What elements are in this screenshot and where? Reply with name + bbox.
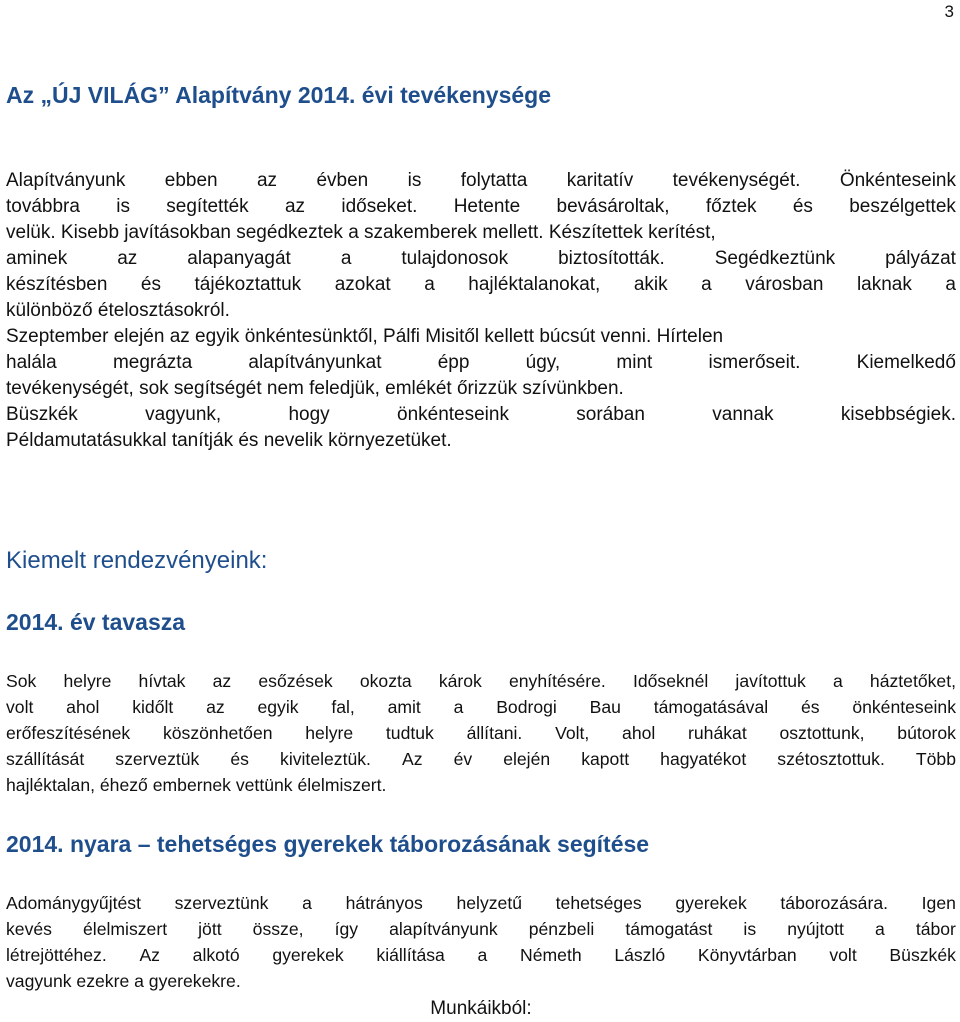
word: Bodrogi bbox=[496, 697, 557, 717]
summer-heading: 2014. nyara – tehetséges gyerekek táborozásának segítése bbox=[6, 831, 650, 857]
text-line bbox=[6, 402, 956, 428]
word: alapítványunk bbox=[389, 919, 498, 939]
word: aminek bbox=[6, 248, 68, 269]
text-line bbox=[6, 746, 956, 772]
word: szerveztünk bbox=[174, 893, 269, 913]
word: a bbox=[302, 893, 312, 913]
word: mint bbox=[616, 352, 653, 373]
word: is bbox=[743, 919, 757, 939]
word: Adománygyűjtést bbox=[6, 893, 141, 913]
word: az bbox=[256, 170, 278, 191]
word: létrejöttéhez. bbox=[6, 945, 107, 965]
text-line bbox=[6, 668, 956, 694]
word: főztek bbox=[705, 196, 757, 217]
word: tudtuk bbox=[385, 723, 434, 743]
word: osztottunk, bbox=[779, 723, 865, 743]
word: volt bbox=[829, 945, 857, 965]
word: Az bbox=[401, 749, 423, 769]
word: megrázta bbox=[112, 352, 193, 373]
page-number: 3 bbox=[944, 2, 954, 21]
word: szállítását bbox=[6, 749, 85, 769]
word: és bbox=[792, 196, 813, 217]
spring-paragraph bbox=[6, 668, 956, 798]
word: alkotó bbox=[192, 945, 240, 965]
word: beszélgettek bbox=[849, 196, 956, 217]
spring-heading: 2014. év tavasza bbox=[6, 609, 186, 635]
word: bevásároltak, bbox=[556, 196, 670, 217]
text-line bbox=[6, 916, 956, 942]
word: össze, bbox=[252, 919, 304, 939]
word: Az bbox=[139, 945, 160, 965]
word: laknak bbox=[856, 274, 912, 295]
text-line bbox=[6, 720, 956, 746]
word: akik bbox=[633, 274, 668, 295]
word: így bbox=[334, 919, 359, 939]
word: kevés bbox=[6, 919, 52, 939]
word: évben bbox=[316, 170, 369, 191]
text-line bbox=[6, 694, 956, 720]
word: Volt, bbox=[555, 723, 590, 743]
word: támogatást bbox=[625, 919, 713, 939]
word: tehetséges bbox=[555, 893, 642, 913]
word: Kiemelkedő bbox=[856, 352, 956, 373]
word: és bbox=[800, 697, 820, 717]
word: továbbra bbox=[6, 196, 80, 217]
word: a bbox=[424, 274, 435, 295]
word: az bbox=[212, 671, 232, 691]
word: hagyatékot bbox=[660, 749, 747, 769]
word: karitatív bbox=[566, 170, 634, 191]
word: időseket. bbox=[341, 196, 418, 217]
word: kisebbségiek. bbox=[840, 404, 956, 425]
word: pályázat bbox=[885, 248, 956, 269]
word: a bbox=[453, 697, 464, 717]
word: Hetente bbox=[453, 196, 521, 217]
text-line: hajléktalan, éhező embernek vettünk élelmiszert. bbox=[6, 775, 387, 795]
word: a bbox=[945, 274, 956, 295]
word: háztetőket, bbox=[869, 671, 956, 691]
word: szétosztottuk. bbox=[777, 749, 885, 769]
word: támogatásával bbox=[653, 697, 769, 717]
text-line bbox=[6, 168, 956, 194]
word: is bbox=[407, 170, 422, 191]
text-line: velük. Kisebb javításokban segédkeztek a szakemberek mellett. Készítettek kerítést, bbox=[6, 222, 716, 243]
word: bútorok bbox=[897, 723, 956, 743]
word: biztosították. bbox=[558, 248, 665, 269]
text-line: különböző ételosztásokról. bbox=[6, 300, 230, 321]
word: fal, bbox=[331, 697, 355, 717]
word: amit bbox=[387, 697, 421, 717]
word: az bbox=[284, 196, 306, 217]
word: halála bbox=[6, 352, 57, 373]
word: vagyunk, bbox=[145, 404, 222, 425]
word: ebben bbox=[164, 170, 218, 191]
word: sorában bbox=[576, 404, 645, 425]
word: ismerőseit. bbox=[708, 352, 801, 373]
text-line bbox=[6, 194, 956, 220]
word: önkénteseink bbox=[852, 697, 956, 717]
word: szerveztük bbox=[115, 749, 200, 769]
word: Bau bbox=[589, 697, 621, 717]
word: Büszkék bbox=[889, 945, 956, 965]
word: hátrányos bbox=[345, 893, 423, 913]
word: pénzbeli bbox=[528, 919, 595, 939]
text-line bbox=[6, 272, 956, 298]
word: tábor bbox=[915, 919, 956, 939]
word: év bbox=[453, 749, 473, 769]
word: hajléktalanokat, bbox=[468, 274, 601, 295]
word: kapott bbox=[581, 749, 630, 769]
word: Sok bbox=[6, 671, 37, 691]
word: kiviteleztük. bbox=[280, 749, 371, 769]
text-line bbox=[6, 890, 956, 916]
word: folytatta bbox=[460, 170, 528, 191]
word: a bbox=[832, 671, 843, 691]
word: Több bbox=[915, 749, 956, 769]
word: ruhákat bbox=[688, 723, 747, 743]
word: alapítványunkat bbox=[248, 352, 382, 373]
word: a bbox=[477, 945, 488, 965]
events-heading: Kiemelt rendezvényeink: bbox=[6, 547, 268, 574]
word: tájékoztattuk bbox=[194, 274, 302, 295]
word: városban bbox=[745, 274, 824, 295]
word: egyik bbox=[257, 697, 299, 717]
word: állítani. bbox=[466, 723, 523, 743]
word: okozta bbox=[359, 671, 412, 691]
word: elején bbox=[503, 749, 551, 769]
word: kidőlt bbox=[132, 697, 174, 717]
text-line: tevékenységét, sok segítségét nem feledjük, emlékét őrizzük szívünkben. bbox=[6, 378, 624, 399]
word: az bbox=[206, 697, 225, 717]
text-line bbox=[6, 942, 956, 968]
word: ahol bbox=[66, 697, 100, 717]
text-line bbox=[6, 350, 956, 376]
word: hogy bbox=[288, 404, 330, 425]
word: Igen bbox=[921, 893, 956, 913]
word: ahol bbox=[622, 723, 656, 743]
word: készítésben bbox=[6, 274, 108, 295]
word: az bbox=[117, 248, 138, 269]
word: volt bbox=[6, 697, 34, 717]
word: nyújtott bbox=[787, 919, 844, 939]
word: Önkénteseink bbox=[839, 170, 956, 191]
word: vannak bbox=[712, 404, 774, 425]
word: hívtak bbox=[138, 671, 186, 691]
intro-paragraph bbox=[6, 168, 956, 454]
works-label: Munkáikból: bbox=[430, 998, 532, 1019]
word: Alapítványunk bbox=[6, 170, 126, 191]
word: jött bbox=[198, 919, 222, 939]
word: tevékenységét. bbox=[672, 170, 801, 191]
word: tulajdonosok bbox=[401, 248, 509, 269]
summer-paragraph bbox=[6, 890, 956, 994]
word: épp bbox=[437, 352, 470, 373]
word: is bbox=[116, 196, 130, 217]
word: Időseknél bbox=[632, 671, 709, 691]
word: táborozására. bbox=[780, 893, 888, 913]
word: a bbox=[701, 274, 712, 295]
word: és bbox=[140, 274, 161, 295]
word: javítottuk bbox=[735, 671, 806, 691]
word: önkénteseink bbox=[397, 404, 509, 425]
text-line: vagyunk ezekre a gyerekekre. bbox=[6, 971, 241, 991]
word: úgy, bbox=[525, 352, 561, 373]
word: esőzések bbox=[258, 671, 333, 691]
word: élelmiszert bbox=[83, 919, 168, 939]
word: enyhítésére. bbox=[508, 671, 606, 691]
document-title: Az „ÚJ VILÁG” Alapítvány 2014. évi tevékenysége bbox=[6, 82, 552, 108]
word: azokat bbox=[334, 274, 391, 295]
word: kiállítása bbox=[376, 945, 445, 965]
word: helyzetű bbox=[456, 893, 522, 913]
word: a bbox=[340, 248, 352, 269]
word: a bbox=[874, 919, 885, 939]
word: helyre bbox=[63, 671, 112, 691]
word: gyerekek bbox=[675, 893, 747, 913]
word: erőfeszítésének bbox=[6, 723, 131, 743]
word: gyerekek bbox=[272, 945, 344, 965]
word: alapanyagát bbox=[187, 248, 291, 269]
word: helyre bbox=[305, 723, 354, 743]
word: László bbox=[614, 945, 666, 965]
word: Segédkeztünk bbox=[714, 248, 836, 269]
word: Könyvtárban bbox=[697, 945, 797, 965]
word: Németh bbox=[520, 945, 582, 965]
text-line bbox=[6, 246, 956, 272]
word: köszönhetően bbox=[162, 723, 273, 743]
word: és bbox=[230, 749, 249, 769]
word: Büszkék bbox=[6, 404, 78, 425]
text-line: Szeptember elején az egyik önkéntesünktől, Pálfi Misitől kellett búcsút venni. Hírtelen bbox=[6, 326, 724, 347]
word: károk bbox=[438, 671, 482, 691]
text-line: Példamutatásukkal tanítják és nevelik környezetüket. bbox=[6, 430, 452, 451]
word: segítették bbox=[166, 196, 249, 217]
